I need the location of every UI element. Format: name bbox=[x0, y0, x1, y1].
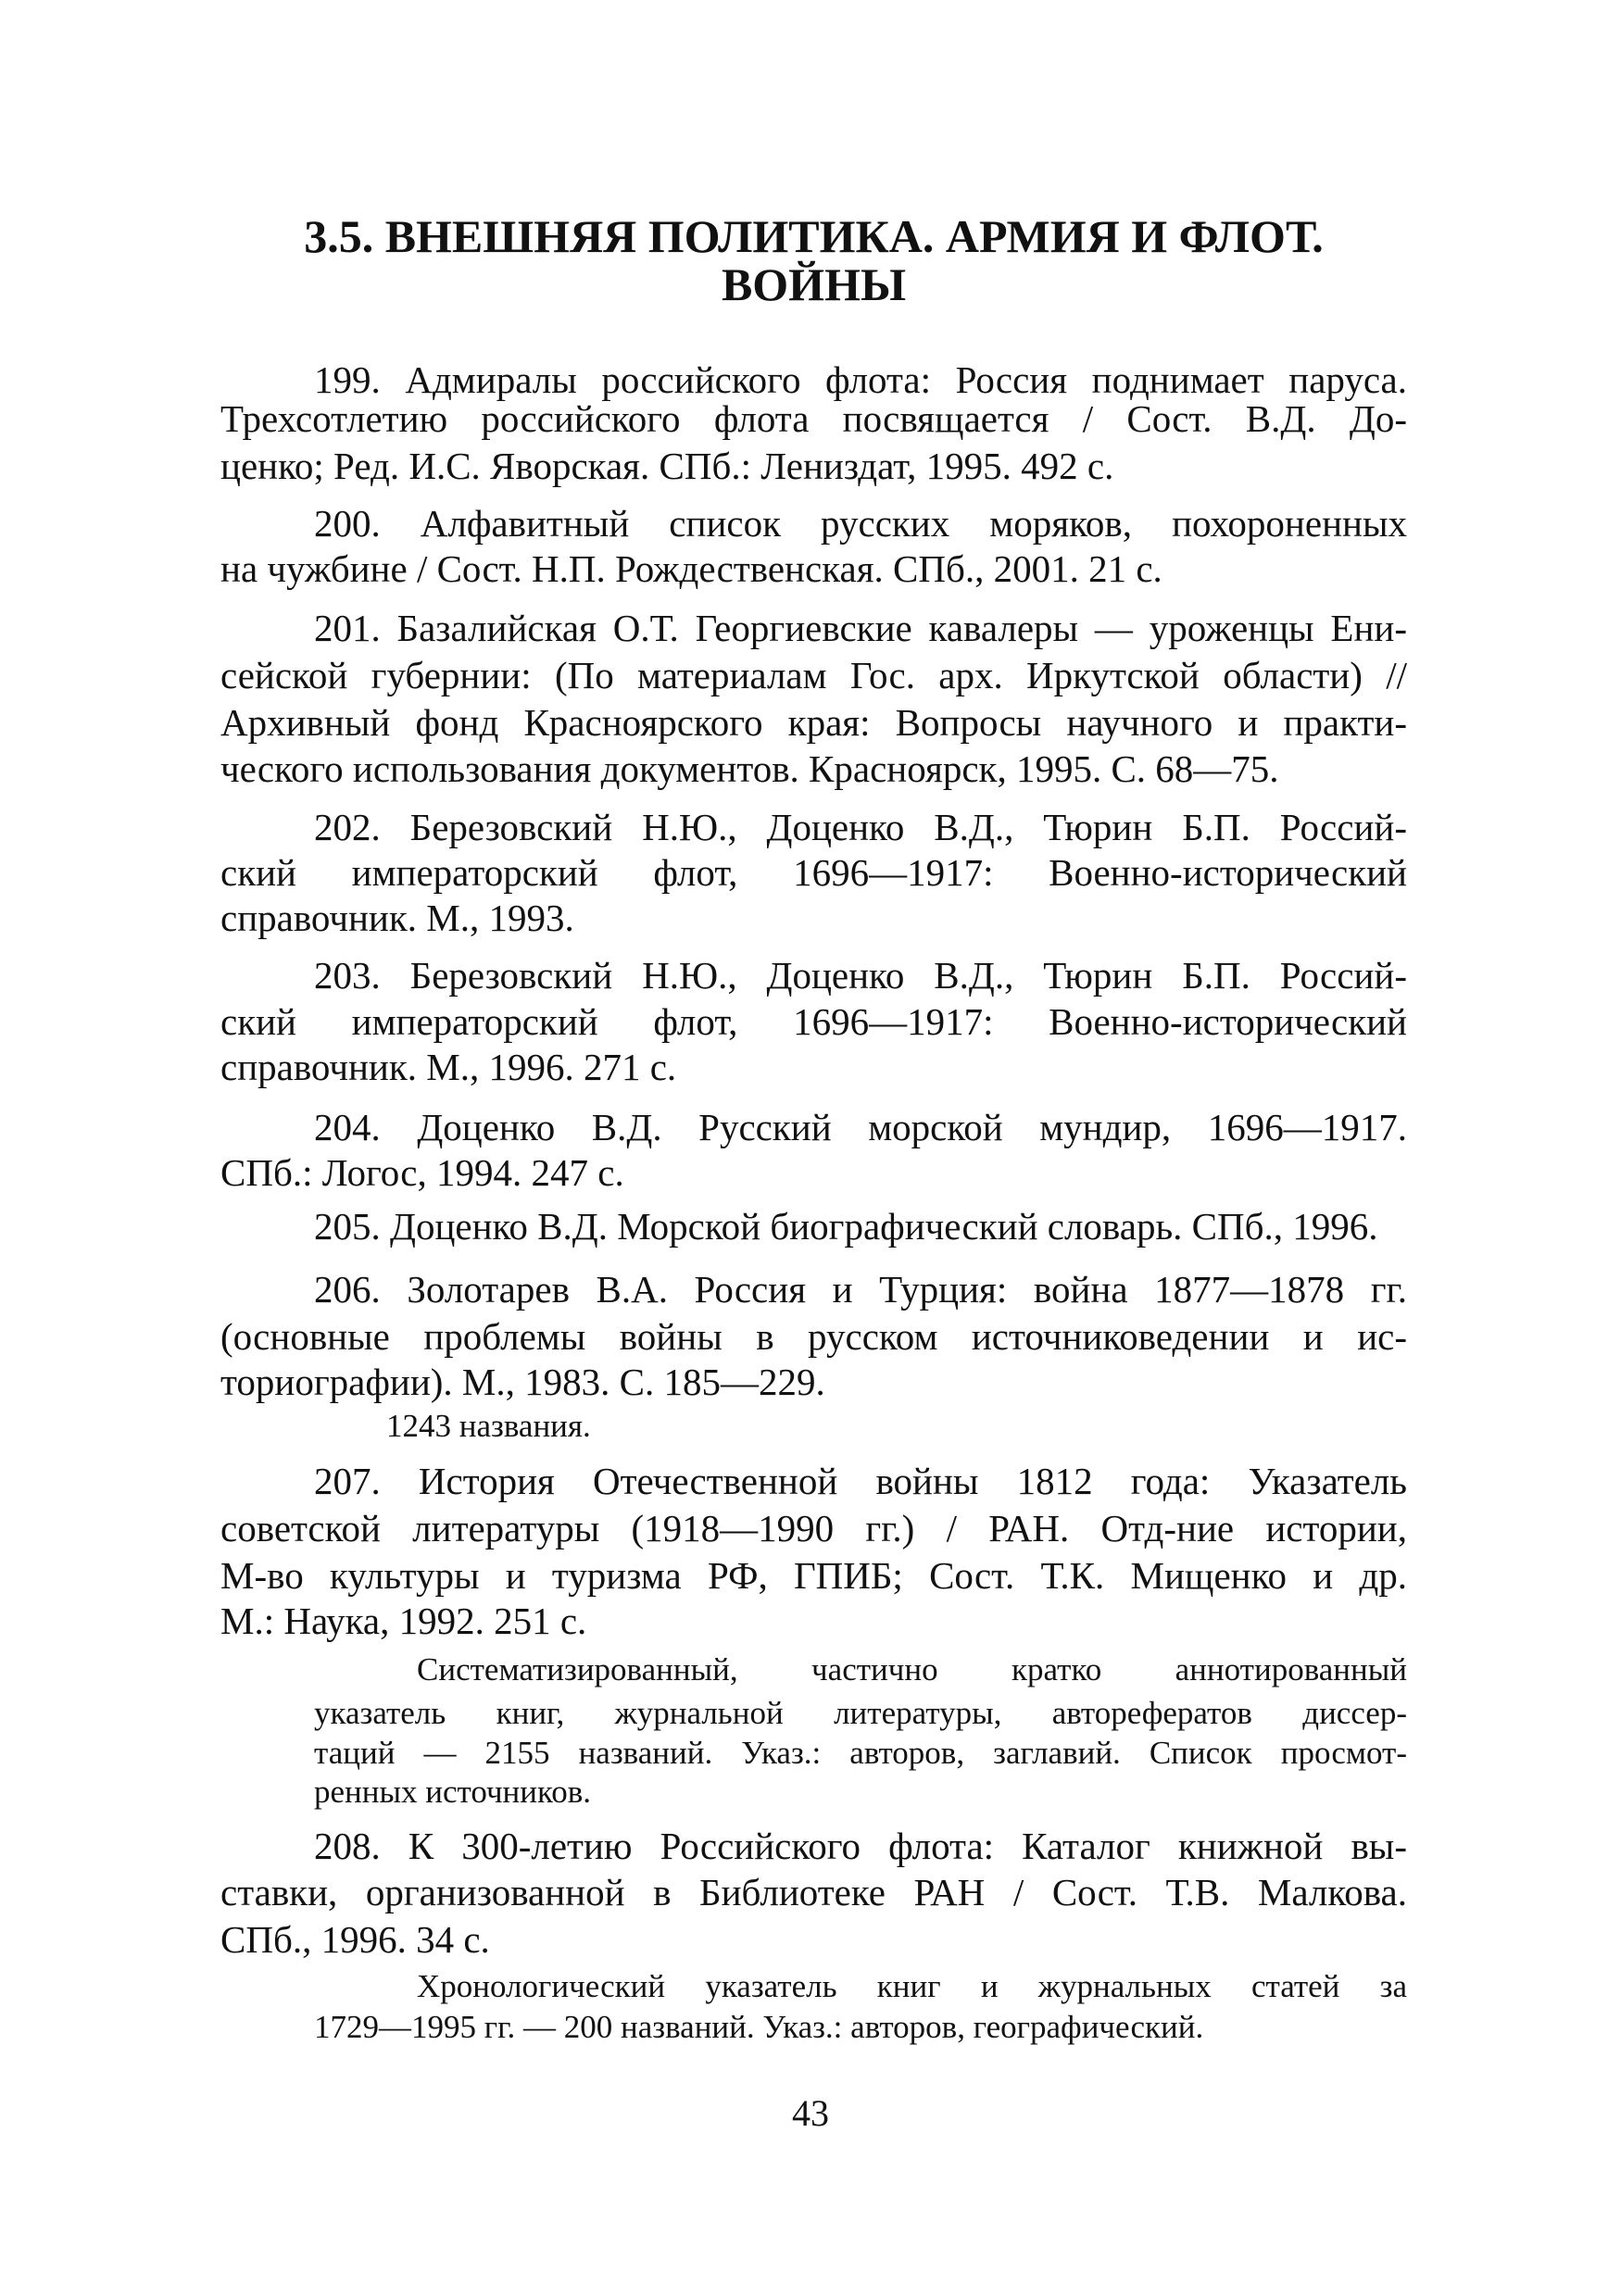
entry-annotation-line: таций — 2155 названий. Указ.: авторов, заглавий. Список просмот- bbox=[314, 1735, 1407, 1771]
bibliography-entry-line: СПб., 1996. 34 с. bbox=[220, 1918, 490, 1961]
bibliography-entry-line: справочник. М., 1996. 271 с. bbox=[220, 1046, 677, 1088]
bibliography-entry-line: справочник. М., 1993. bbox=[220, 897, 574, 939]
bibliography-entry-line: М-во культуры и туризма РФ, ГПИБ; Сост. Т.К. Мищенко и др. bbox=[220, 1554, 1407, 1597]
bibliography-entry-line: СПб.: Логос, 1994. 247 с. bbox=[220, 1151, 624, 1194]
page-number: 43 bbox=[792, 2092, 829, 2134]
bibliography-entry-line: (основные проблемы войны в русском источниковедении и ис- bbox=[220, 1315, 1407, 1358]
bibliography-entry-line: ценко; Ред. И.С. Яворская. СПб.: Лениздат, 1995. 492 с. bbox=[220, 445, 1114, 487]
bibliography-entry-line: 203. Березовский Н.Ю., Доценко В.Д., Тюрин Б.П. Россий- bbox=[314, 954, 1407, 997]
bibliography-entry-line: 202. Березовский Н.Ю., Доценко В.Д., Тюрин Б.П. Россий- bbox=[314, 806, 1407, 848]
bibliography-entry-line: 199. Адмиралы российского флота: Россия поднимает паруса. bbox=[314, 358, 1407, 401]
bibliography-entry-line: 201. Базалийская О.Т. Георгиевские кавалеры — уроженцы Ени- bbox=[314, 607, 1407, 649]
bibliography-entry-line: ториографии). М., 1983. С. 185—229. bbox=[220, 1361, 825, 1403]
bibliography-entry-line: ставки, организованной в Библиотеке РАН / Сост. Т.В. Малкова. bbox=[220, 1871, 1407, 1913]
bibliography-entry-line: ский императорский флот, 1696—1917: Военно-исторический bbox=[220, 851, 1407, 894]
bibliography-entry-line: 204. Доценко В.Д. Русский морской мундир, 1696—1917. bbox=[314, 1106, 1407, 1148]
entry-annotation-line: указатель книг, журнальной литературы, авторефератов диссер- bbox=[314, 1695, 1407, 1731]
bibliography-entry-line: М.: Наука, 1992. 251 с. bbox=[220, 1600, 587, 1642]
bibliography-entry-line: сейской губернии: (По материалам Гос. арх. Иркутской области) // bbox=[220, 654, 1407, 696]
entry-annotation-line: ренных источников. bbox=[314, 1774, 592, 1810]
bibliography-entry-line: 207. История Отечественной войны 1812 года: Указатель bbox=[314, 1460, 1407, 1502]
bibliography-entry-line: советской литературы (1918—1990 гг.) / РАН. Отд-ние истории, bbox=[220, 1507, 1407, 1549]
bibliography-entry-line: ческого использования документов. Красноярск, 1995. С. 68—75. bbox=[220, 747, 1279, 790]
entry-annotation-line: Систематизированный, частично кратко аннотированный bbox=[417, 1651, 1407, 1687]
bibliography-entry-line: 206. Золотарев В.А. Россия и Турция: война 1877—1878 гг. bbox=[314, 1268, 1407, 1311]
bibliography-entry-line: Архивный фонд Красноярского края: Вопросы научного и практи- bbox=[220, 701, 1407, 744]
bibliography-entry-line: ский императорский флот, 1696—1917: Военно-исторический bbox=[220, 1000, 1407, 1043]
bibliography-entry-line: 208. К 300-летию Российского флота: Каталог книжной вы- bbox=[314, 1825, 1407, 1867]
bibliography-entry-line: Трехсотлетию российского флота посвящается / Сост. В.Д. До- bbox=[220, 397, 1407, 440]
section-heading: ВОЙНЫ bbox=[721, 258, 907, 310]
entry-annotation-line: Хронологический указатель книг и журнальных статей за bbox=[417, 1968, 1407, 2004]
entry-annotation-line: 1729—1995 гг. — 200 названий. Указ.: авторов, географический. bbox=[314, 2009, 1204, 2045]
entry-annotation-line: 1243 названия. bbox=[386, 1408, 591, 1444]
bibliography-entry-line: 200. Алфавитный список русских моряков, похороненных bbox=[314, 502, 1407, 545]
bibliography-entry-line: 205. Доценко В.Д. Морской биографический словарь. СПб., 1996. bbox=[314, 1205, 1378, 1248]
bibliography-entry-line: на чужбине / Сост. Н.П. Рождественская. СПб., 2001. 21 с. bbox=[220, 547, 1162, 590]
section-heading: 3.5. ВНЕШНЯЯ ПОЛИТИКА. АРМИЯ И ФЛОТ. bbox=[304, 210, 1324, 262]
